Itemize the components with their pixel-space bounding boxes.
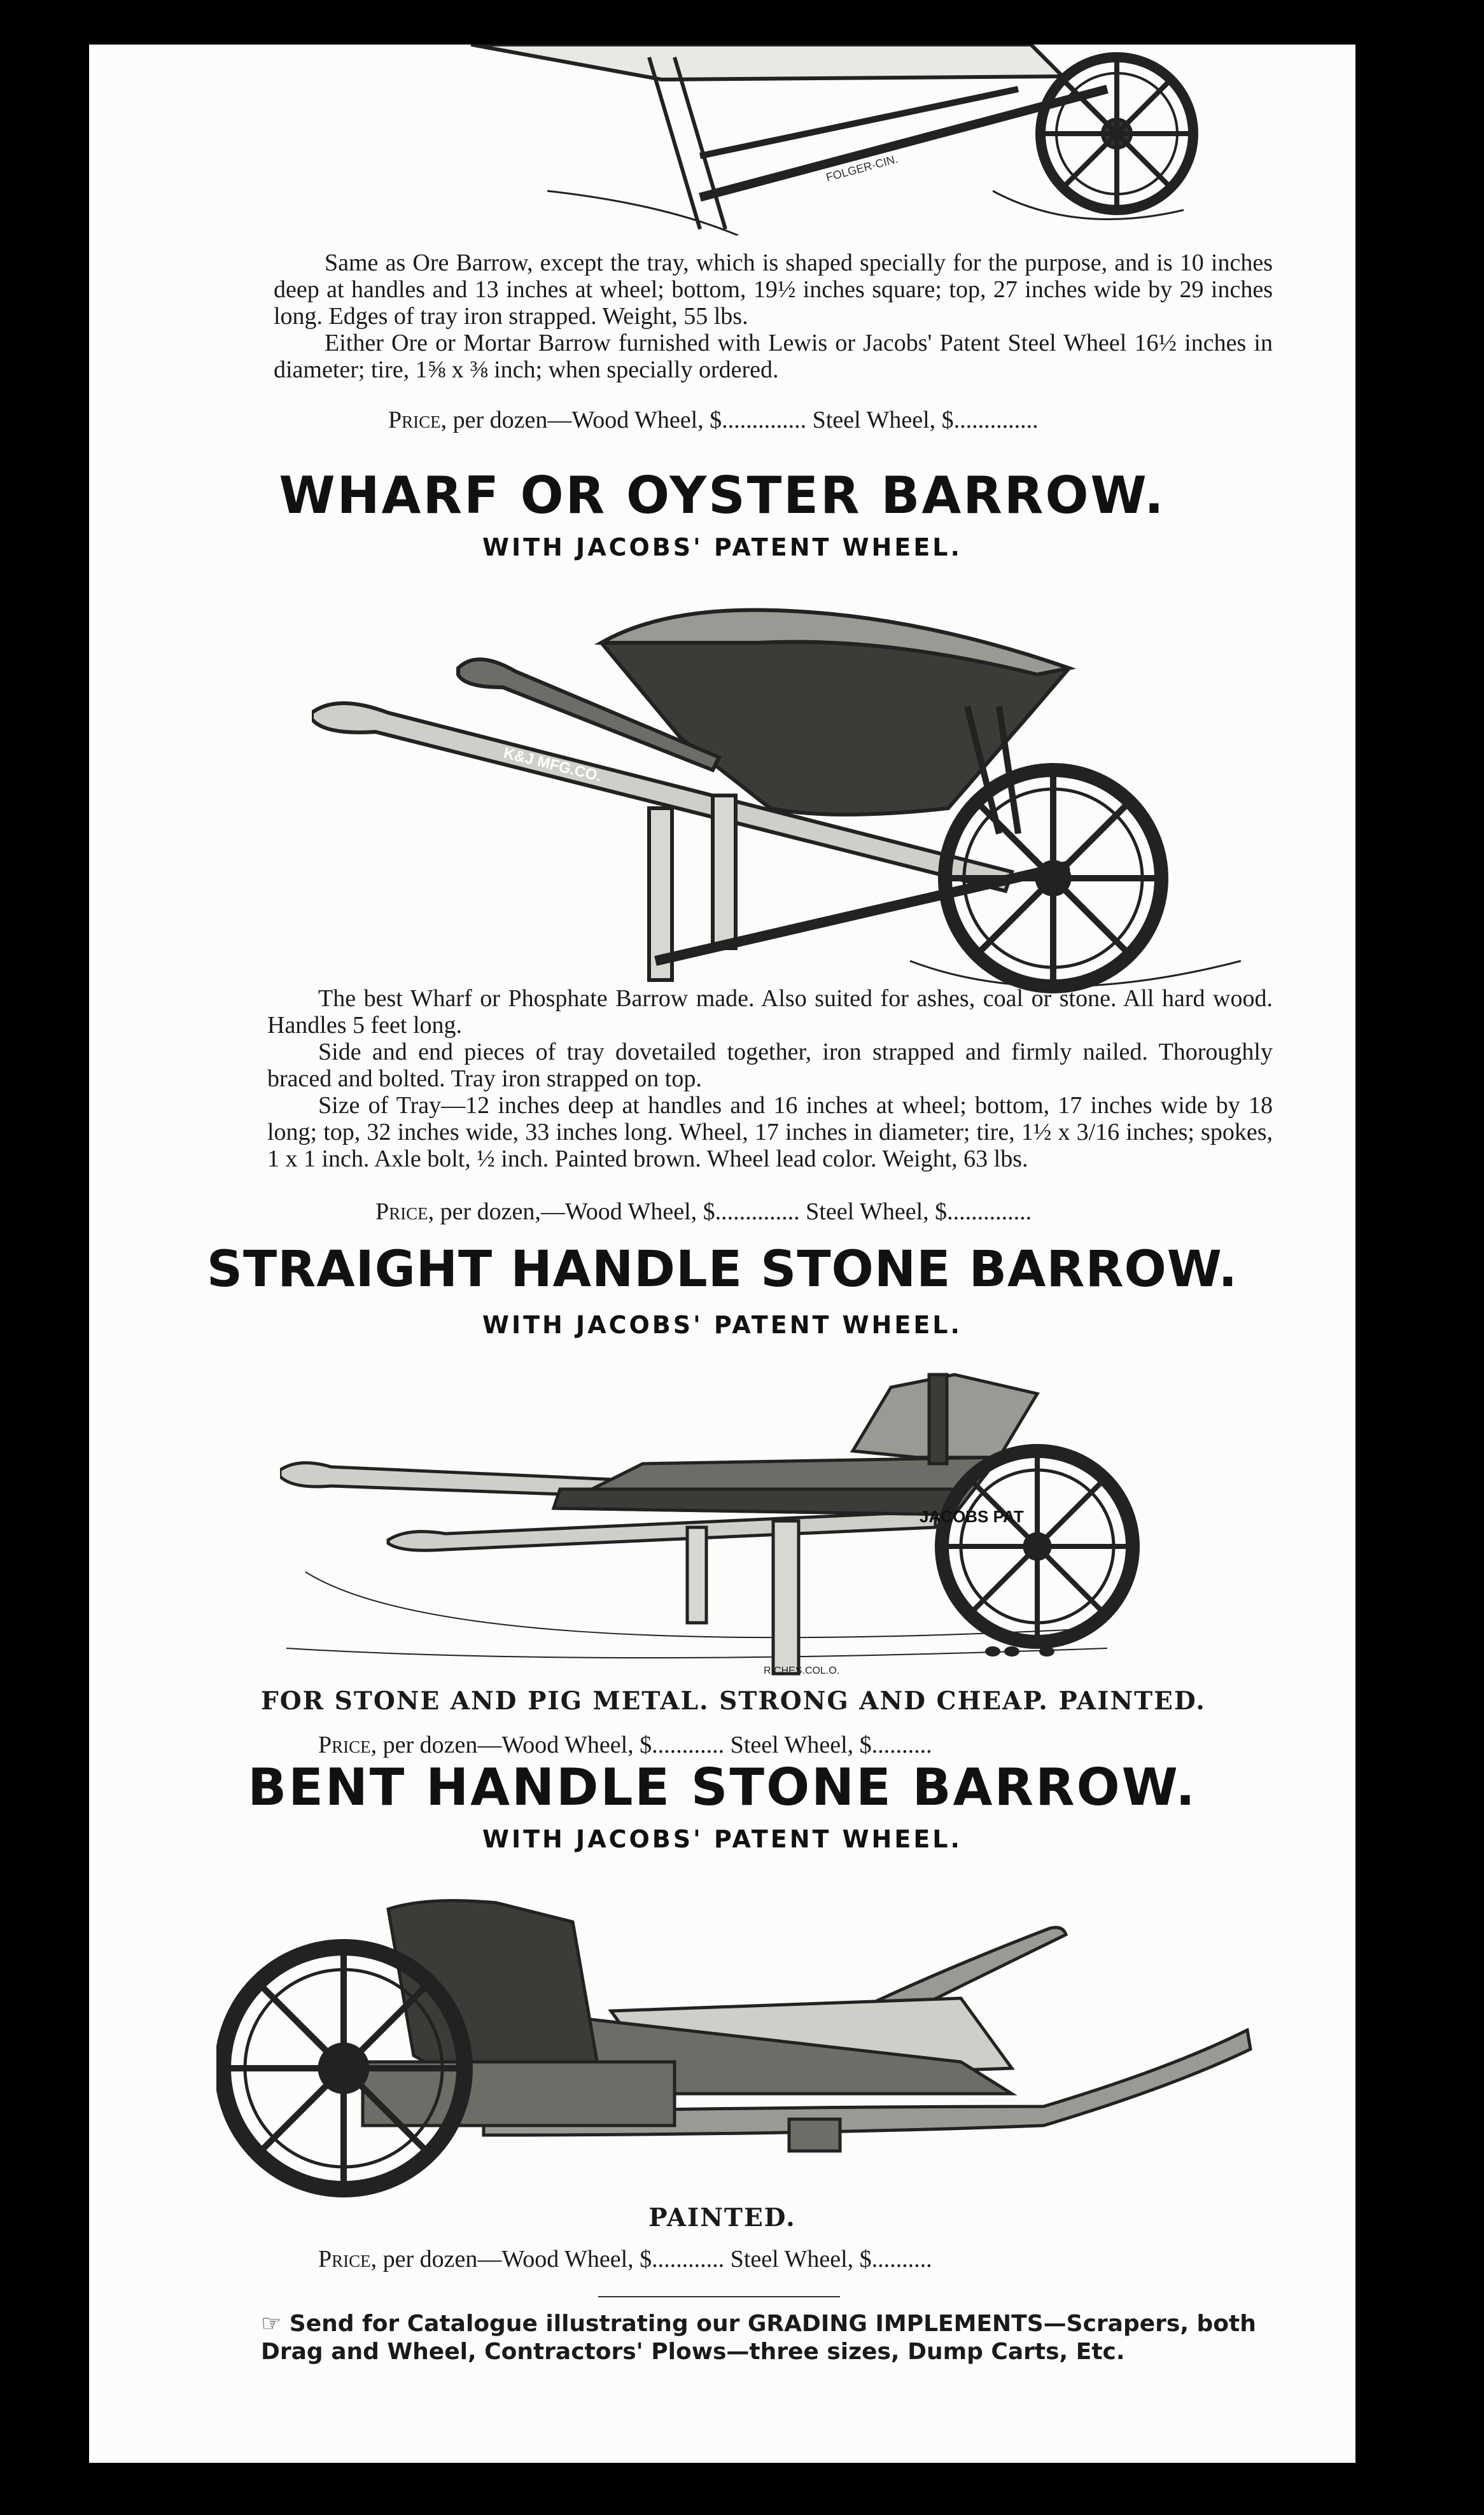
price-label: Price	[388, 407, 441, 433]
wharf-barrow-price	[375, 1198, 1032, 1226]
ore-barrow-paragraph-2: Either Ore or Mortar Barrow furnished with Lewis or Jacobs' Patent Steel Wheel 16½ inches in diameter; tire, 1⅝ x ⅜ inch; when specially ordered.	[274, 330, 1273, 383]
catalogue-page	[89, 45, 1355, 2463]
ore-barrow-paragraph-1: Same as Ore Barrow, except the tray, which is shaped specially for the purpose, and is 10 inches deep at handles and 13 inches at wheel; bottom, 19½ inches square; top, 27 inches wide by 29 inches long. Edges of tray iron strapped. Weight, 55 lbs.	[274, 249, 1273, 330]
wharf-barrow-illustration	[312, 566, 1330, 999]
wharf-barrow-subtitle: WITH JACOBS' PATENT WHEEL.	[482, 533, 962, 561]
divider-rule	[598, 2296, 840, 2297]
straight-barrow-price	[318, 1731, 932, 1759]
wharf-paragraph-1: The best Wharf or Phosphate Barrow made. Also suited for ashes, coal or stone. All hard wood. Handles 5 feet long.	[267, 985, 1273, 1039]
bent-barrow-subtitle: WITH JACOBS' PATENT WHEEL.	[482, 1825, 962, 1853]
wharf-barrow-description	[267, 985, 1273, 1172]
wharf-paragraph-3: Size of Tray—12 inches deep at handles and 16 inches at wheel; bottom, 17 inches wide by 18 long; top, 32 inches wide, 33 inches long. Wheel, 17 inches in diameter; tire, 1½ x 3/16 inches; spokes, 1 x 1 inch. Axle bolt, ½ inch. Painted brown. Wheel lead color. Weight, 63 lbs.	[267, 1092, 1273, 1172]
ore-barrow-illustration	[471, 45, 1298, 235]
wharf-paragraph-2: Side and end pieces of tray dovetailed together, iron strapped and firmly nailed. Thoroughly braced and bolted. Tray iron strapped on top.	[267, 1039, 1273, 1092]
straight-barrow-illustration	[280, 1330, 1298, 1693]
straight-barrow-tagline: FOR STONE AND PIG METAL. STRONG AND CHEAP. PAINTED.	[261, 1686, 1206, 1716]
straight-barrow-engraver: RICHES.COL.O.	[764, 1665, 840, 1676]
price-text: , per dozen—Wood Wheel, $.............. Steel Wheel, $..............	[440, 407, 1039, 433]
price-text: , per dozen—Wood Wheel, $............ Steel Wheel, $..........	[370, 2246, 932, 2273]
price-label: Price	[318, 2246, 371, 2273]
ore-barrow-stamp: FOLGER·CIN.	[824, 152, 900, 184]
bent-barrow-illustration	[216, 1852, 1311, 2208]
straight-barrow-subtitle: WITH JACOBS' PATENT WHEEL.	[482, 1311, 962, 1339]
price-text: , per dozen—Wood Wheel, $............ Steel Wheel, $..........	[370, 1732, 932, 1758]
bent-barrow-price	[318, 2245, 932, 2273]
ore-barrow-price	[388, 406, 1039, 434]
price-text: , per dozen,—Wood Wheel, $.............. Steel Wheel, $..............	[428, 1198, 1032, 1225]
wharf-handle-stamp: K&J MFG.CO.	[501, 744, 603, 785]
straight-barrow-title: STRAIGHT HANDLE STONE BARROW.	[206, 1241, 1238, 1298]
price-label: Price	[375, 1198, 428, 1225]
wharf-barrow-title: WHARF OR OYSTER BARROW.	[279, 466, 1166, 525]
bent-barrow-tagline: PAINTED.	[648, 2203, 796, 2232]
ore-barrow-description	[274, 249, 1273, 383]
price-label: Price	[318, 1732, 371, 1758]
straight-barrow-stamp: JACOBS PAT	[920, 1507, 1024, 1526]
bent-barrow-title: BENT HANDLE STONE BARROW.	[248, 1758, 1197, 1817]
catalogue-notice: ☞ Send for Catalogue illustrating our GRADING IMPLEMENTS—Scrapers, both Drag and Wheel, Contractors' Plows—three sizes, Dump Carts, Etc.	[261, 2311, 1256, 2365]
